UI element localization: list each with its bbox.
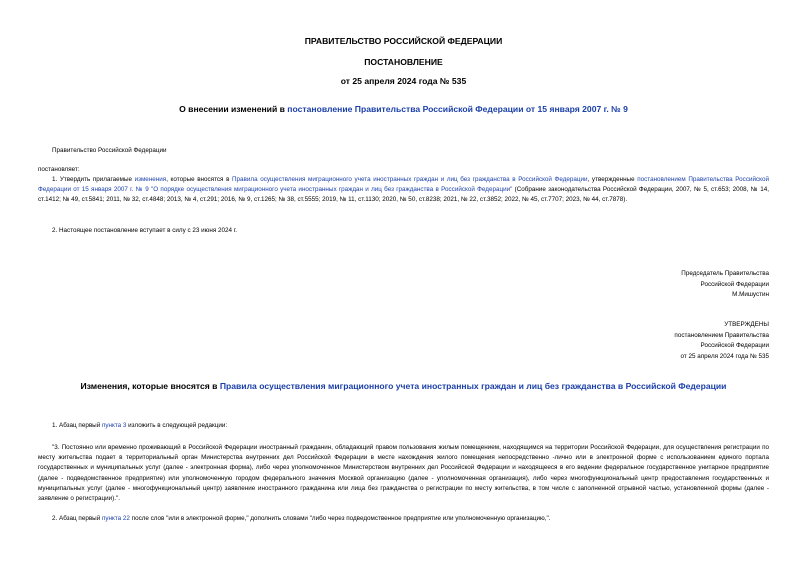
header-doc-type: ПОСТАНОВЛЕНИЕ: [364, 57, 443, 67]
item-1-text-3: , утвержденные: [587, 176, 638, 183]
header-org: ПРАВИТЕЛЬСТВО РОССИЙСКОЙ ФЕДЕРАЦИИ: [304, 36, 503, 46]
change-1-text-2: изложить в следующей редакции:: [126, 422, 228, 429]
approved-line-4: от 25 апреля 2024 года № 535: [680, 352, 769, 360]
item-1-text-1: 1. Утвердить прилагаемые: [52, 176, 135, 183]
changes-title-link[interactable]: Правила осуществления миграционного учета иностранных граждан и лиц без гражданства в Российской Федерации: [219, 381, 727, 391]
change-2-paragraph: [52, 514, 551, 524]
item-1-text-4: (Собрание законодательства Российской Федерации, 2007, № 5, ст.653; 2008, № 14, ст.1412; № 49, ст.5841; 2011, № 32, ст.4848; 2013, № 4, ст.291; 2016, № 9, ст.1265; № 38, ст.5555; 2019, № 11, ст.1130; 2020, № 50, ст.8238; 2021, № 22, ст.3852; 2022, № 45, ст.7707; 2023, № 44, ст.7878).: [38, 186, 771, 204]
changes-title-prefix: Изменения, которые вносятся в: [80, 381, 220, 391]
signature-line-1: Председатель Правительства: [681, 270, 769, 277]
item-1-paragraph: [38, 175, 769, 206]
title-prefix: О внесении изменений в: [179, 104, 288, 114]
approved-block: [674, 320, 769, 362]
header-date-number: от 25 апреля 2024 года № 535: [340, 76, 467, 86]
changes-title: [0, 381, 807, 391]
change-2-link[interactable]: пункта 22: [101, 515, 130, 522]
signature-block: [681, 269, 769, 301]
item-1-link-rules[interactable]: Правила осуществления миграционного учета иностранных граждан и лиц без гражданства в Российской Федерации: [232, 176, 588, 183]
item-2-paragraph: 2. Настоящее постановление вступает в силу с 23 июня 2024 г.: [52, 227, 238, 234]
intro-government: Правительство Российской Федерации: [52, 147, 167, 154]
change-1-text-1: 1. Абзац первый: [52, 422, 102, 429]
change-1-link[interactable]: пункта 3: [101, 422, 127, 429]
signature-name: М.Мишустин: [732, 291, 769, 298]
item-1-text-2: , которые вносятся в: [166, 176, 233, 183]
change-2-text-1: 2. Абзац первый: [52, 515, 102, 522]
change-1-paragraph: [52, 421, 227, 431]
intro-resolves: постановляет:: [38, 166, 80, 173]
approved-line-1: УТВЕРЖДЕНЫ: [724, 321, 769, 328]
approved-line-3: Российской Федерации: [700, 342, 769, 349]
approved-line-2: постановлением Правительства: [674, 331, 769, 339]
signature-line-2: Российской Федерации: [700, 280, 769, 288]
item-1-link-resolution[interactable]: постановлением Правительства Российской Федерации от 15 января 2007 г. № 9 "О порядке осуществления миграционного учета иностранных граждан и лиц без гражданства в Российской Федерации": [38, 176, 771, 194]
title-link[interactable]: постановление Правительства Российской Федерации от 15 января 2007 г. № 9: [287, 104, 628, 114]
change-2-text-2: после слов "или в электронной форме," дополнить словами "либо через подведомственное предприятие или уполномоченную организацию,".: [129, 515, 551, 522]
document-title: [0, 104, 807, 114]
item-1-link-changes[interactable]: изменения: [134, 176, 167, 183]
change-1-quote: "3. Постоянно или временно проживающий в Российской Федерации иностранный гражданин, обладающий правом пользования жилым помещением, находящимся на территории Российской Федерации, для осуществления регистрации по месту жительства подает в территориальный орган Министерства внутренних дел Российской Федерации в месте нахождения жилого помещения непосредственно -лично или в электронной форме с использованием единого портала государственных и муниципальных услуг (далее - электронная форма), либо через уполномоченное Министерством внутренних дел Российской Федерации и находящееся в его ведении федеральное государственное унитарное предприятие (далее - подведомственное предприятие) или уполномоченную городом федерального значения Москвой организацию (далее - уполномоченная организация), либо через многофункциональный центр предоставления государственных и муниципальных услуг (далее - многофункциональный центр) заявление иностранного гражданина или лица без гражданства о регистрации по месту жительства, в том числе с заполненной отрывной частью, установленной формы (далее - заявление о регистрации).".: [38, 444, 769, 503]
